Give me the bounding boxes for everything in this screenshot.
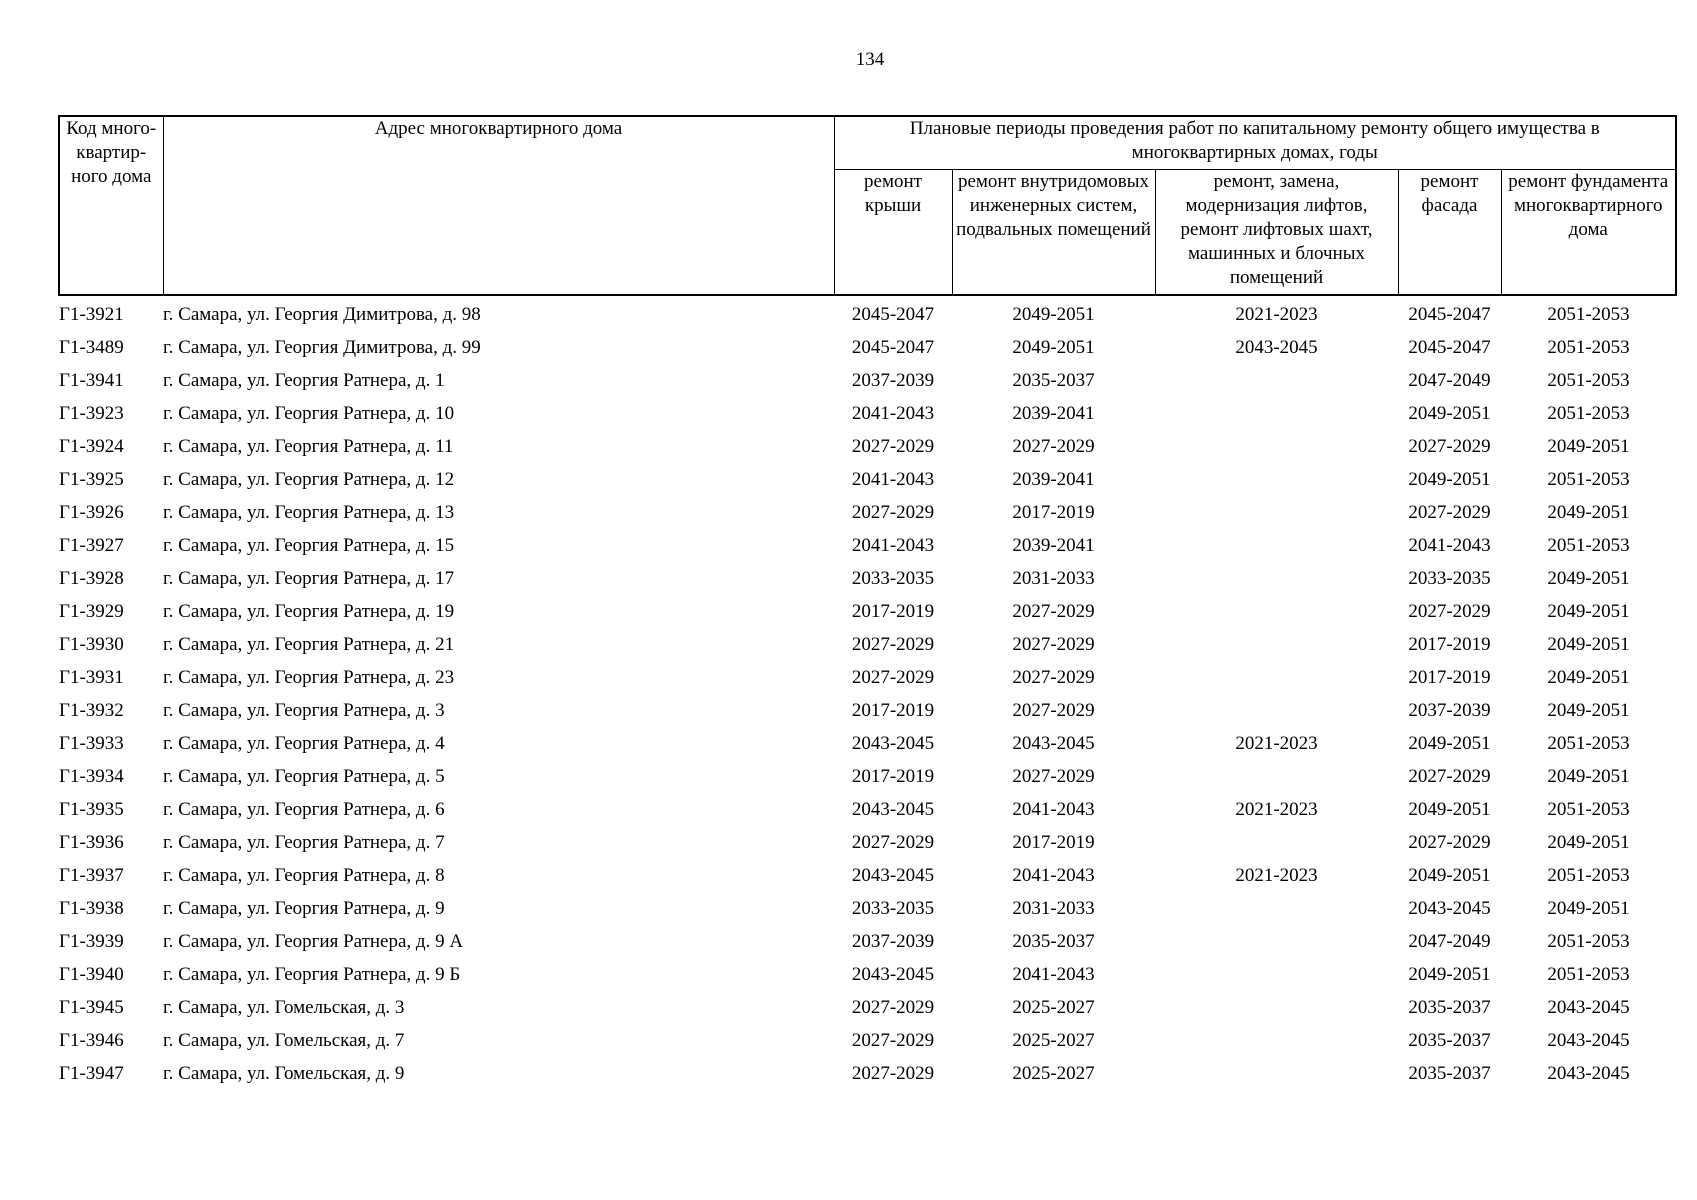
house-address: г. Самара, ул. Георгия Ратнера, д. 19 [163,600,455,622]
house-address: г. Самара, ул. Георгия Ратнера, д. 23 [163,666,455,688]
table-row [59,826,1676,859]
elevators-period: 2021-2023 [1235,864,1318,886]
facade-period: 2027-2029 [1408,600,1491,622]
roof-period: 2037-2039 [851,369,935,391]
engineering-period: 2027-2029 [1012,633,1095,655]
facade-period: 2049-2051 [1408,468,1491,490]
elevators-period [1155,430,1398,463]
foundation-period: 2049-2051 [1547,897,1630,919]
house-address: г. Самара, ул. Георгия Ратнера, д. 4 [163,732,445,754]
house-code: Г1-3932 [59,699,124,721]
house-address: г. Самара, ул. Георгия Ратнера, д. 9 Б [163,963,461,985]
table-row [59,628,1676,661]
engineering-period: 2027-2029 [1012,666,1095,688]
engineering-period: 2039-2041 [1012,468,1095,490]
engineering-period: 2025-2027 [1012,996,1095,1018]
engineering-period: 2027-2029 [1012,435,1095,457]
roof-period: 2027-2029 [851,831,935,853]
table-row [59,1057,1676,1090]
foundation-period: 2049-2051 [1547,501,1630,523]
table-row [59,496,1676,529]
engineering-period: 2017-2019 [1012,501,1095,523]
facade-period: 2027-2029 [1408,435,1491,457]
foundation-period: 2043-2045 [1547,996,1630,1018]
roof-period: 2037-2039 [851,930,935,952]
house-address: г. Самара, ул. Георгия Ратнера, д. 7 [163,831,445,853]
table-row [59,892,1676,925]
foundation-period: 2049-2051 [1547,666,1630,688]
house-code: Г1-3926 [59,501,124,523]
elevators-period [1155,496,1398,529]
house-code: Г1-3939 [59,930,124,952]
foundation-period: 2051-2053 [1547,303,1630,325]
table-row [59,727,1676,760]
table-row [59,991,1676,1024]
house-code: Г1-3923 [59,402,124,424]
roof-period: 2027-2029 [851,1029,935,1051]
house-address: г. Самара, ул. Георгия Ратнера, д. 9 [163,897,445,919]
house-address: г. Самара, ул. Георгия Ратнера, д. 6 [163,798,445,820]
house-code: Г1-3933 [59,732,124,754]
engineering-period: 2041-2043 [1012,963,1095,985]
foundation-period: 2051-2053 [1547,963,1630,985]
foundation-period: 2043-2045 [1547,1062,1630,1084]
foundation-period: 2049-2051 [1547,765,1630,787]
house-address: г. Самара, ул. Георгия Ратнера, д. 9 А [163,930,464,952]
house-code: Г1-3925 [59,468,124,490]
house-address: г. Самара, ул. Георгия Ратнера, д. 1 [163,369,445,391]
engineering-period: 2025-2027 [1012,1029,1095,1051]
header-facade: ремонт фасада [1398,169,1501,295]
house-address: г. Самара, ул. Георгия Ратнера, д. 17 [163,567,455,589]
elevators-period [1155,1024,1398,1057]
roof-period: 2017-2019 [851,600,935,622]
elevators-period [1155,595,1398,628]
elevators-period [1155,1057,1398,1090]
house-address: г. Самара, ул. Георгия Ратнера, д. 12 [163,468,455,490]
house-address: г. Самара, ул. Георгия Ратнера, д. 5 [163,765,445,787]
roof-period: 2033-2035 [851,567,935,589]
facade-period: 2033-2035 [1408,567,1491,589]
facade-period: 2017-2019 [1408,633,1491,655]
table-row [59,397,1676,430]
engineering-period: 2049-2051 [1012,303,1095,325]
house-code: Г1-3946 [59,1029,124,1051]
foundation-period: 2049-2051 [1547,699,1630,721]
house-address: г. Самара, ул. Георгия Ратнера, д. 13 [163,501,455,523]
foundation-period: 2043-2045 [1547,1029,1630,1051]
house-code: Г1-3937 [59,864,124,886]
header-roof: ремонт крыши [834,169,952,295]
elevators-period: 2043-2045 [1235,336,1318,358]
house-code: Г1-3947 [59,1062,124,1084]
house-code: Г1-3940 [59,963,124,985]
header-code: Код много-квартир-ного дома [59,116,163,295]
elevators-period [1155,397,1398,430]
elevators-period: 2021-2023 [1235,303,1318,325]
table-row [59,562,1676,595]
roof-period: 2027-2029 [851,1062,935,1084]
facade-period: 2043-2045 [1408,897,1491,919]
engineering-period: 2041-2043 [1012,864,1095,886]
facade-period: 2049-2051 [1408,963,1491,985]
roof-period: 2017-2019 [851,765,935,787]
header-address: Адрес многоквартирного дома [163,116,834,295]
table-row [59,295,1676,331]
facade-period: 2017-2019 [1408,666,1491,688]
roof-period: 2043-2045 [851,732,935,754]
foundation-period: 2049-2051 [1547,633,1630,655]
roof-period: 2045-2047 [851,303,935,325]
elevators-period [1155,562,1398,595]
roof-period: 2041-2043 [851,468,935,490]
house-code: Г1-3921 [59,303,124,325]
elevators-period [1155,925,1398,958]
foundation-period: 2051-2053 [1547,798,1630,820]
engineering-period: 2027-2029 [1012,699,1095,721]
table-row [59,1024,1676,1057]
house-address: г. Самара, ул. Георгия Димитрова, д. 99 [163,336,481,358]
foundation-period: 2049-2051 [1547,600,1630,622]
table-row [59,529,1676,562]
header-planned-periods: Плановые периоды проведения работ по капитальному ремонту общего имущества в многоквартирных домах, годы [834,116,1676,169]
house-code: Г1-3934 [59,765,124,787]
elevators-period: 2021-2023 [1235,798,1318,820]
engineering-period: 2031-2033 [1012,567,1095,589]
roof-period: 2027-2029 [851,435,935,457]
header-engineering: ремонт внутридомовых инженерных систем, подвальных помещений [952,169,1155,295]
engineering-period: 2039-2041 [1012,402,1095,424]
roof-period: 2027-2029 [851,633,935,655]
foundation-period: 2049-2051 [1547,567,1630,589]
roof-period: 2041-2043 [851,534,935,556]
facade-period: 2049-2051 [1408,798,1491,820]
roof-period: 2017-2019 [851,699,935,721]
header-foundation: ремонт фундамента многоквартирного дома [1501,169,1676,295]
house-address: г. Самара, ул. Георгия Димитрова, д. 98 [163,303,481,325]
foundation-period: 2051-2053 [1547,369,1630,391]
house-code: Г1-3928 [59,567,124,589]
table-body [59,295,1676,1090]
engineering-period: 2043-2045 [1012,732,1095,754]
engineering-period: 2049-2051 [1012,336,1095,358]
engineering-period: 2027-2029 [1012,600,1095,622]
house-code: Г1-3930 [59,633,124,655]
house-address: г. Самара, ул. Гомельская, д. 9 [163,1062,405,1084]
engineering-period: 2017-2019 [1012,831,1095,853]
elevators-period [1155,364,1398,397]
facade-period: 2045-2047 [1408,336,1491,358]
house-code: Г1-3931 [59,666,124,688]
house-code: Г1-3941 [59,369,124,391]
house-address: г. Самара, ул. Георгия Ратнера, д. 10 [163,402,455,424]
facade-period: 2037-2039 [1408,699,1491,721]
roof-period: 2041-2043 [851,402,935,424]
foundation-period: 2051-2053 [1547,468,1630,490]
table-row [59,760,1676,793]
facade-period: 2049-2051 [1408,732,1491,754]
foundation-period: 2051-2053 [1547,534,1630,556]
roof-period: 2027-2029 [851,996,935,1018]
repair-schedule-table [58,115,1677,1090]
table-row [59,793,1676,826]
elevators-period [1155,892,1398,925]
facade-period: 2027-2029 [1408,765,1491,787]
engineering-period: 2025-2027 [1012,1062,1095,1084]
facade-period: 2049-2051 [1408,864,1491,886]
table-row [59,661,1676,694]
foundation-period: 2049-2051 [1547,435,1630,457]
facade-period: 2035-2037 [1408,996,1491,1018]
facade-period: 2049-2051 [1408,402,1491,424]
elevators-period [1155,628,1398,661]
foundation-period: 2049-2051 [1547,831,1630,853]
table-row [59,364,1676,397]
house-address: г. Самара, ул. Гомельская, д. 7 [163,1029,405,1051]
elevators-period: 2021-2023 [1235,732,1318,754]
roof-period: 2027-2029 [851,666,935,688]
house-code: Г1-3938 [59,897,124,919]
foundation-period: 2051-2053 [1547,402,1630,424]
table-header [59,116,1676,295]
foundation-period: 2051-2053 [1547,930,1630,952]
header-elevators: ремонт, замена, модернизация лифтов, ремонт лифтовых шахт, машинных и блочных помещений [1155,169,1398,295]
facade-period: 2045-2047 [1408,303,1491,325]
roof-period: 2043-2045 [851,963,935,985]
elevators-period [1155,760,1398,793]
roof-period: 2045-2047 [851,336,935,358]
table-row [59,595,1676,628]
foundation-period: 2051-2053 [1547,732,1630,754]
house-address: г. Самара, ул. Георгия Ратнера, д. 3 [163,699,445,721]
engineering-period: 2041-2043 [1012,798,1095,820]
table-row [59,331,1676,364]
foundation-period: 2051-2053 [1547,336,1630,358]
roof-period: 2033-2035 [851,897,935,919]
elevators-period [1155,958,1398,991]
facade-period: 2027-2029 [1408,831,1491,853]
house-address: г. Самара, ул. Георгия Ратнера, д. 21 [163,633,455,655]
engineering-period: 2035-2037 [1012,930,1095,952]
house-code: Г1-3924 [59,435,124,457]
engineering-period: 2035-2037 [1012,369,1095,391]
house-address: г. Самара, ул. Георгия Ратнера, д. 11 [163,435,454,457]
house-address: г. Самара, ул. Георгия Ратнера, д. 15 [163,534,455,556]
table-row [59,694,1676,727]
elevators-period [1155,694,1398,727]
facade-period: 2035-2037 [1408,1029,1491,1051]
elevators-period [1155,991,1398,1024]
table-row [59,463,1676,496]
facade-period: 2047-2049 [1408,369,1491,391]
elevators-period [1155,529,1398,562]
house-code: Г1-3936 [59,831,124,853]
house-code: Г1-3489 [59,336,124,358]
roof-period: 2043-2045 [851,798,935,820]
foundation-period: 2051-2053 [1547,864,1630,886]
facade-period: 2047-2049 [1408,930,1491,952]
house-code: Г1-3927 [59,534,124,556]
house-code: Г1-3935 [59,798,124,820]
engineering-period: 2031-2033 [1012,897,1095,919]
house-code: Г1-3929 [59,600,124,622]
facade-period: 2027-2029 [1408,501,1491,523]
table-row [59,958,1676,991]
table-row [59,430,1676,463]
engineering-period: 2027-2029 [1012,765,1095,787]
elevators-period [1155,661,1398,694]
facade-period: 2035-2037 [1408,1062,1491,1084]
table-row [59,925,1676,958]
page-number: 134 [855,49,885,70]
table-row [59,859,1676,892]
house-code: Г1-3945 [59,996,124,1018]
engineering-period: 2039-2041 [1012,534,1095,556]
facade-period: 2041-2043 [1408,534,1491,556]
roof-period: 2043-2045 [851,864,935,886]
house-address: г. Самара, ул. Гомельская, д. 3 [163,996,405,1018]
house-address: г. Самара, ул. Георгия Ратнера, д. 8 [163,864,445,886]
roof-period: 2027-2029 [851,501,935,523]
elevators-period [1155,463,1398,496]
elevators-period [1155,826,1398,859]
